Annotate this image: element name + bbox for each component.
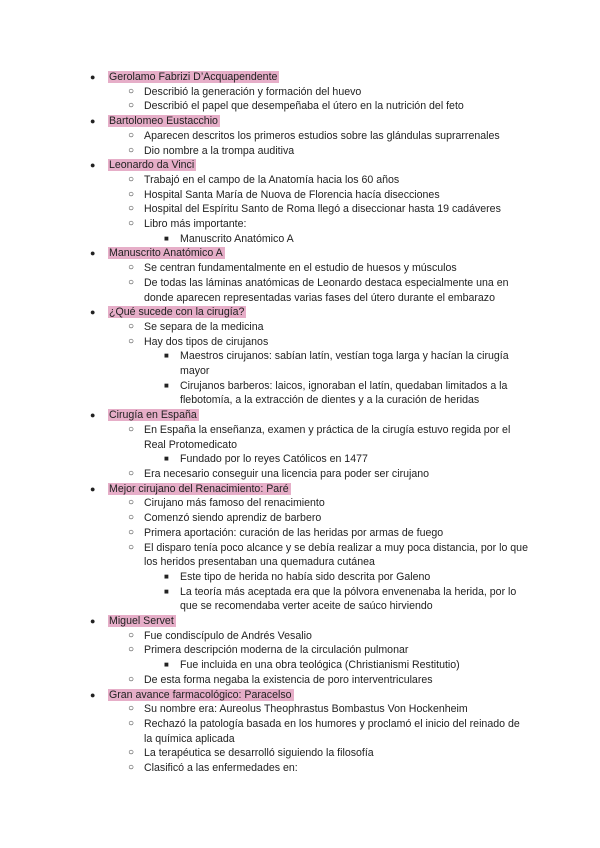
hollow-circle-bullet-icon: ○ xyxy=(128,673,135,685)
subtopic-text: Clasificó a las enfermedades en: xyxy=(144,762,298,775)
subtopic-text: Primera aportación: curación de las heridas por armas de fuego xyxy=(144,526,444,539)
subtopic-item xyxy=(0,129,600,144)
topic-heading: ¿Qué sucede con la cirugía? xyxy=(109,306,245,319)
square-bullet-icon: ■ xyxy=(164,351,169,361)
subtopic-text: Hospital Santa María de Nuova de Florencia hacía disecciones xyxy=(144,188,440,201)
hollow-circle-bullet-icon: ○ xyxy=(128,276,135,288)
subtopic-item xyxy=(0,643,600,658)
subtopic-text: Aparecen descritos los primeros estudios sobre las glándulas suprarrenales xyxy=(144,129,500,142)
hollow-circle-bullet-icon: ○ xyxy=(128,703,135,715)
topic-item xyxy=(0,688,600,703)
detail-item xyxy=(0,349,600,378)
square-bullet-icon: ■ xyxy=(164,233,169,243)
subtopic-item xyxy=(0,423,600,452)
topic-heading: Gran avance farmacológico: Paracelso xyxy=(109,688,292,701)
subtopic-item xyxy=(0,261,600,276)
subtopic-text: La terapéutica se desarrolló siguiendo la filosofía xyxy=(144,747,374,760)
hollow-circle-bullet-icon: ○ xyxy=(128,85,135,97)
subtopic-text: Comenzó siendo aprendiz de barbero xyxy=(144,512,322,525)
hollow-circle-bullet-icon: ○ xyxy=(128,512,135,524)
detail-text: Cirujanos barberos: laicos, ignoraban el latín, quedaban limitados a la flebotomía, a la extracción de dientes y a la curación de heridas xyxy=(180,379,508,407)
subtopic-text: Dio nombre a la trompa auditiva xyxy=(144,144,295,157)
subtopic-item xyxy=(0,99,600,114)
subtopic-text: Se centran fundamentalmente en el estudio de huesos y músculos xyxy=(144,262,457,275)
subtopic-text: En España la enseñanza, examen y práctica de la cirugía estuvo regida por el Real Protomedicato xyxy=(144,423,511,451)
subtopic-text: Fue condiscípulo de Andrés Vesalio xyxy=(144,629,312,642)
topic-heading: Leonardo da Vinci xyxy=(109,159,195,172)
hollow-circle-bullet-icon: ○ xyxy=(128,762,135,774)
subtopic-item xyxy=(0,496,600,511)
topic-heading: Gerolamo Fabrizi D’Acquapendente xyxy=(109,71,278,83)
detail-item xyxy=(0,570,600,585)
detail-text: Maestros cirujanos: sabían latín, vestían toga larga y hacían la cirugía mayor xyxy=(180,350,509,378)
subtopic-item xyxy=(0,467,600,482)
topic-item xyxy=(0,246,600,261)
detail-text: Manuscrito Anatómico A xyxy=(180,232,294,245)
hollow-circle-bullet-icon: ○ xyxy=(128,100,135,112)
topic-item xyxy=(0,614,600,629)
subtopic-item xyxy=(0,85,600,100)
hollow-circle-bullet-icon: ○ xyxy=(128,129,135,141)
square-bullet-icon: ■ xyxy=(164,571,169,581)
hollow-circle-bullet-icon: ○ xyxy=(128,526,135,538)
hollow-circle-bullet-icon: ○ xyxy=(128,203,135,215)
subtopic-text: De todas las láminas anatómicas de Leonardo destaca especialmente una en donde aparecen representadas varias fases del útero durante el embarazo xyxy=(144,276,509,304)
subtopic-item xyxy=(0,717,600,746)
hollow-circle-bullet-icon: ○ xyxy=(128,173,135,185)
filled-circle-bullet-icon: ● xyxy=(90,410,96,421)
hollow-circle-bullet-icon: ○ xyxy=(128,497,135,509)
detail-item xyxy=(0,452,600,467)
subtopic-text: Cirujano más famoso del renacimiento xyxy=(144,497,325,510)
detail-item xyxy=(0,379,600,408)
subtopic-item xyxy=(0,173,600,188)
detail-text: Este tipo de herida no había sido descrita por Galeno xyxy=(180,570,431,583)
subtopic-item xyxy=(0,335,600,350)
square-bullet-icon: ■ xyxy=(164,380,169,390)
subtopic-text: Rechazó la patología basada en los humores y proclamó el inicio del reinado de la química aplicada xyxy=(144,717,520,745)
subtopic-text: Primera descripción moderna de la circulación pulmonar xyxy=(144,644,409,657)
hollow-circle-bullet-icon: ○ xyxy=(128,629,135,641)
subtopic-item xyxy=(0,144,600,159)
filled-circle-bullet-icon: ● xyxy=(90,483,96,494)
topic-item xyxy=(0,482,600,497)
subtopic-text: Era necesario conseguir una licencia para poder ser cirujano xyxy=(144,467,430,480)
topic-item xyxy=(0,305,600,320)
topic-item xyxy=(0,158,600,173)
subtopic-item xyxy=(0,761,600,776)
subtopic-text: Describió el papel que desempeñaba el útero en la nutrición del feto xyxy=(144,100,464,113)
topic-heading: Cirugía en España xyxy=(109,409,197,422)
square-bullet-icon: ■ xyxy=(164,454,169,464)
subtopic-item xyxy=(0,320,600,335)
topic-item xyxy=(0,114,600,129)
topic-heading: Bartolomeo Eustacchio xyxy=(109,115,218,128)
topic-heading: Miguel Servet xyxy=(109,615,174,628)
subtopic-item xyxy=(0,217,600,232)
detail-text: Fue incluida en una obra teológica (Christianismi Restitutio) xyxy=(180,659,460,672)
subtopic-text: Hospital del Espíritu Santo de Roma llegó a diseccionar hasta 19 cadáveres xyxy=(144,203,501,216)
subtopic-text: Trabajó en el campo de la Anatomía hacia los 60 años xyxy=(144,173,400,186)
topic-heading: Mejor cirujano del Renacimiento: Paré xyxy=(109,482,289,495)
subtopic-item xyxy=(0,541,600,570)
hollow-circle-bullet-icon: ○ xyxy=(128,320,135,332)
subtopic-item xyxy=(0,702,600,717)
filled-circle-bullet-icon: ● xyxy=(90,160,96,171)
hollow-circle-bullet-icon: ○ xyxy=(128,262,135,274)
filled-circle-bullet-icon: ● xyxy=(90,689,96,700)
hollow-circle-bullet-icon: ○ xyxy=(128,218,135,230)
subtopic-item xyxy=(0,746,600,761)
subtopic-text: Su nombre era: Aureolus Theophrastus Bombastus Von Hockenheim xyxy=(144,703,468,716)
subtopic-text: Describió la generación y formación del huevo xyxy=(144,85,362,98)
hollow-circle-bullet-icon: ○ xyxy=(128,747,135,759)
subtopic-item xyxy=(0,526,600,541)
subtopic-item xyxy=(0,673,600,688)
outline-list xyxy=(0,70,600,776)
subtopic-text: De esta forma negaba la existencia de poro interventriculares xyxy=(144,673,433,686)
filled-circle-bullet-icon: ● xyxy=(90,248,96,259)
filled-circle-bullet-icon: ● xyxy=(90,116,96,127)
hollow-circle-bullet-icon: ○ xyxy=(128,423,135,435)
hollow-circle-bullet-icon: ○ xyxy=(128,188,135,200)
subtopic-item xyxy=(0,188,600,203)
detail-text: La teoría más aceptada era que la pólvora envenenaba la herida, por lo que se recomendaba verter aceite de saúco hirviendo xyxy=(180,585,517,613)
filled-circle-bullet-icon: ● xyxy=(90,307,96,318)
hollow-circle-bullet-icon: ○ xyxy=(128,335,135,347)
detail-item xyxy=(0,232,600,247)
subtopic-item xyxy=(0,202,600,217)
hollow-circle-bullet-icon: ○ xyxy=(128,467,135,479)
hollow-circle-bullet-icon: ○ xyxy=(128,644,135,656)
subtopic-text: Se separa de la medicina xyxy=(144,320,264,333)
subtopic-item xyxy=(0,511,600,526)
subtopic-item xyxy=(0,276,600,305)
hollow-circle-bullet-icon: ○ xyxy=(128,717,135,729)
detail-item xyxy=(0,658,600,673)
detail-text: Fundado por lo reyes Católicos en 1477 xyxy=(180,453,368,466)
subtopic-text: Hay dos tipos de cirujanos xyxy=(144,335,269,348)
square-bullet-icon: ■ xyxy=(164,586,169,596)
detail-item xyxy=(0,585,600,614)
filled-circle-bullet-icon: ● xyxy=(90,72,96,82)
subtopic-item xyxy=(0,629,600,644)
hollow-circle-bullet-icon: ○ xyxy=(128,541,135,553)
filled-circle-bullet-icon: ● xyxy=(90,616,96,627)
subtopic-text: Libro más importante: xyxy=(144,218,247,231)
hollow-circle-bullet-icon: ○ xyxy=(128,144,135,156)
topic-item xyxy=(0,408,600,423)
topic-item xyxy=(0,70,600,85)
subtopic-text: El disparo tenía poco alcance y se debía realizar a muy poca distancia, por lo que los heridos presentaban una quemadura cutánea xyxy=(144,541,528,569)
topic-heading: Manuscrito Anatómico A xyxy=(109,247,223,260)
square-bullet-icon: ■ xyxy=(164,660,169,670)
